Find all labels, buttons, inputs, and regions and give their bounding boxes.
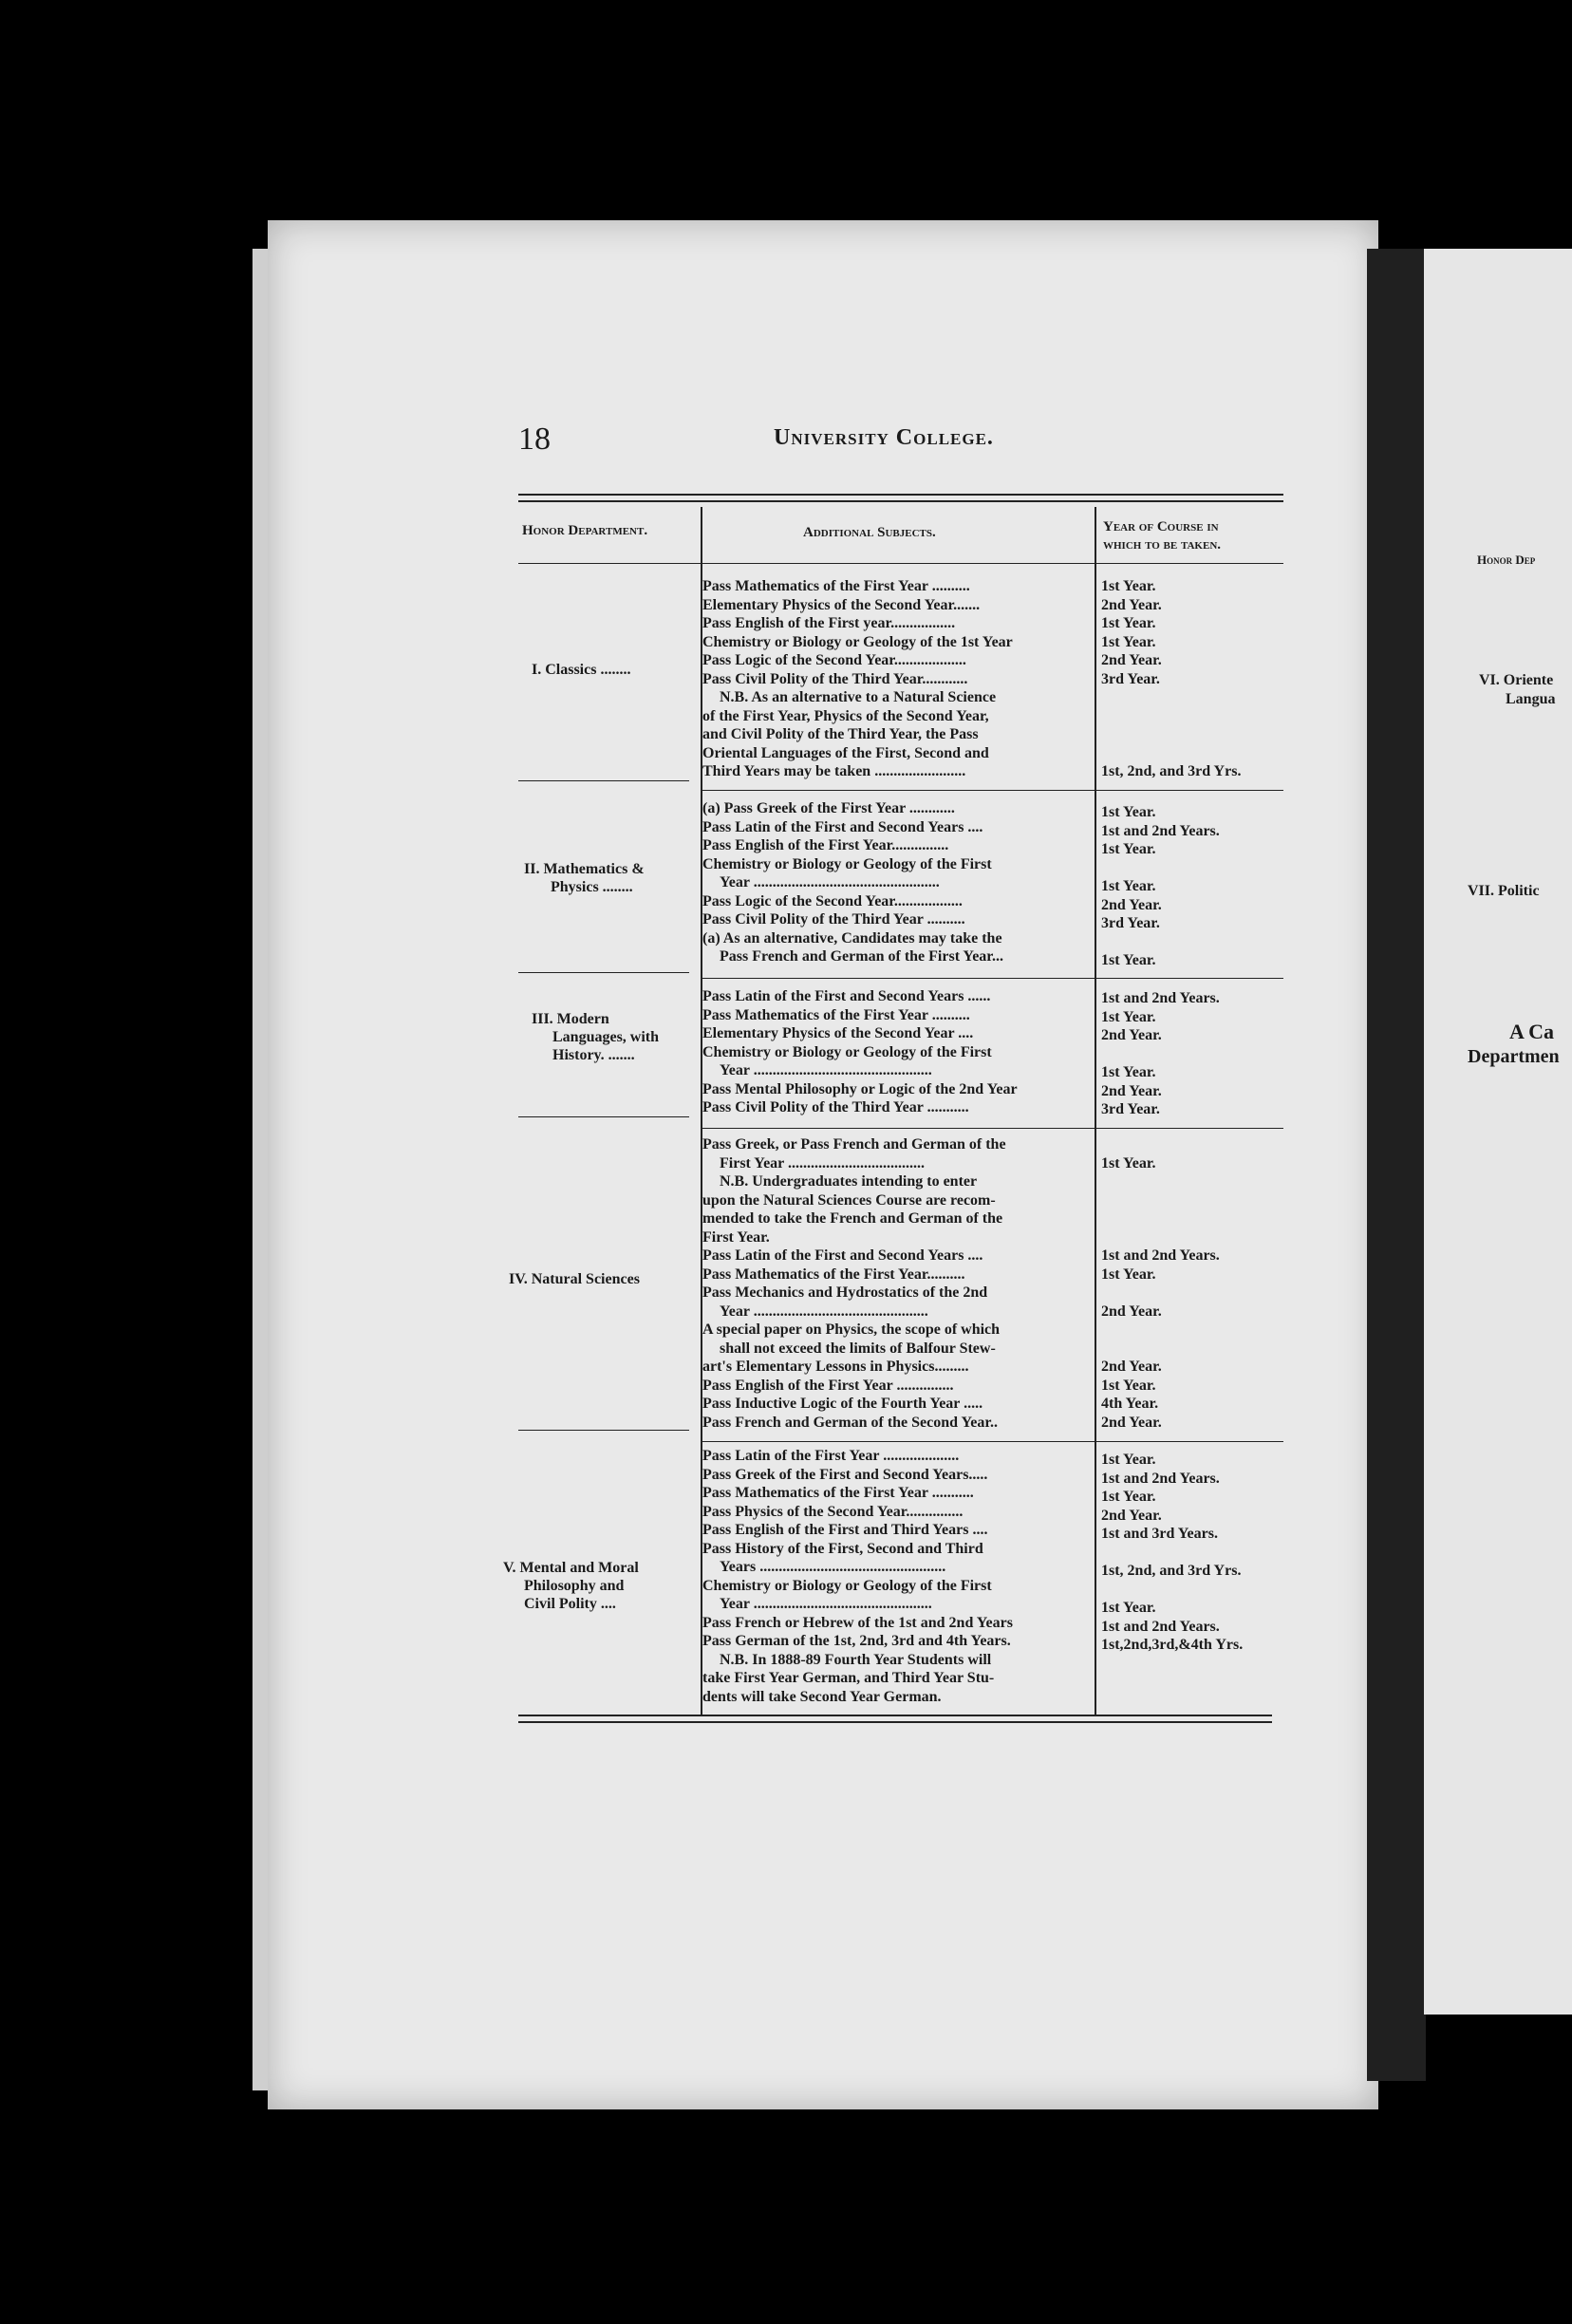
department-name	[503, 1559, 639, 1613]
subject-line: Pass English of the First and Third Years ....	[702, 1522, 988, 1538]
subject-line: Chemistry or Biology or Geology of the First	[702, 855, 992, 872]
year-line: 2nd Year.	[1101, 1359, 1162, 1375]
subject-line: upon the Natural Sciences Course are recom-	[702, 1191, 996, 1209]
page-number: 18	[518, 422, 551, 457]
subject-line: Chemistry or Biology or Geology of the First	[702, 1043, 992, 1060]
year-line: 2nd Year.	[1101, 1414, 1162, 1431]
year-line: 2nd Year.	[1101, 1303, 1162, 1320]
right-page-header: Honor Dep	[1477, 553, 1536, 567]
subject-line: A special paper on Physics, the scope of which	[702, 1321, 1001, 1338]
department-line: III. Modern	[532, 1011, 609, 1027]
section-divider	[518, 1116, 689, 1117]
subject-line: Year ...............................................	[720, 1062, 932, 1078]
year-line: 2nd Year.	[1101, 1507, 1162, 1524]
subject-line: art's Elementary Lessons in Physics.........	[702, 1359, 969, 1375]
year-line: 1st, 2nd, and 3rd Yrs.	[1101, 763, 1242, 779]
subject-line: Pass French and German of the First Year...	[720, 948, 1003, 965]
subject-line: (a) As an alternative, Candidates may take the	[702, 929, 1002, 946]
department-line: History. .......	[552, 1047, 635, 1063]
year-line: 1st Year.	[1101, 633, 1156, 650]
department-line: Physics ........	[551, 879, 633, 895]
year-line: 1st Year.	[1101, 1265, 1156, 1283]
year-line: 1st Year.	[1101, 1489, 1156, 1505]
year-line	[1101, 1581, 1282, 1600]
years-list	[1101, 577, 1282, 781]
year-line: 1st Year.	[1101, 578, 1156, 594]
subject-line: First Year.	[702, 1228, 770, 1246]
year-line: 1st Year.	[1101, 615, 1156, 631]
year-line: 1st and 2nd Years.	[1101, 990, 1220, 1006]
year-line	[1101, 1209, 1282, 1228]
department-line: Civil Polity ....	[524, 1596, 616, 1612]
subject-line: Pass Latin of the First and Second Years ....	[702, 818, 983, 835]
year-line: 4th Year.	[1101, 1396, 1159, 1412]
right-page-heading: A Ca	[1509, 1020, 1555, 1043]
year-line: 1st Year.	[1101, 1452, 1156, 1468]
year-line	[1101, 1321, 1282, 1340]
department-line: II. Mathematics &	[524, 861, 645, 877]
subjects-list	[702, 577, 1094, 781]
department-name	[532, 1010, 659, 1064]
section-divider	[518, 780, 689, 781]
year-line: 2nd Year.	[1101, 1082, 1162, 1099]
header-rule	[518, 563, 1283, 564]
year-line: 1st and 2nd Years.	[1101, 1470, 1220, 1487]
subject-line: Pass Mechanics and Hydrostatics of the 2nd	[702, 1284, 988, 1301]
year-line	[1101, 1172, 1282, 1191]
column-header-year: which to be taken.	[1103, 537, 1222, 553]
year-line	[1101, 744, 1282, 763]
subject-line: Pass Mathematics of the First Year ..........	[702, 578, 970, 594]
years-list	[1101, 1135, 1282, 1432]
subject-line: Year ..............................................	[720, 1303, 928, 1320]
subject-line: Pass Latin of the First Year ....................	[702, 1448, 960, 1464]
department-line: Languages, with	[552, 1029, 660, 1045]
subject-line: take First Year German, and Third Year Stu-	[702, 1670, 995, 1686]
subject-line: Pass Mental Philosophy or Logic of the 2nd Year	[702, 1080, 1018, 1097]
year-line: 1st Year.	[1101, 804, 1156, 820]
subject-line: Pass Logic of the Second Year...................	[702, 652, 966, 668]
subject-line: Pass Physics of the Second Year...............	[702, 1503, 964, 1520]
subject-line: Pass French or Hebrew of the 1st and 2nd Years	[702, 1614, 1013, 1631]
subjects-list	[702, 987, 1094, 1117]
subject-line: Oriental Languages of the First, Second and	[702, 744, 989, 761]
year-line	[1101, 1284, 1282, 1303]
table-bottom-rule	[518, 1721, 1272, 1723]
subject-line: and Civil Polity of the Third Year, the Pass	[702, 726, 979, 742]
right-page-item: VI. Oriente	[1479, 672, 1554, 688]
subject-line: Year .................................................	[720, 874, 940, 890]
subject-line: Pass French and German of the Second Year..	[702, 1414, 998, 1431]
subject-line: Pass Inductive Logic of the Fourth Year .....	[702, 1396, 983, 1412]
table-bottom-rule	[518, 1715, 1272, 1716]
year-line	[1101, 707, 1282, 726]
year-line: 1st Year.	[1101, 1008, 1156, 1025]
subject-line: N.B. Undergraduates intending to enter	[720, 1173, 978, 1190]
subject-line: Elementary Physics of the Second Year ....	[702, 1025, 974, 1041]
year-line: 1st Year.	[1101, 952, 1156, 968]
subject-line: Pass Civil Polity of the Third Year............	[702, 670, 968, 687]
right-page-item: VII. Politic	[1468, 883, 1540, 899]
year-line: 2nd Year.	[1101, 652, 1162, 668]
year-line: 1st and 2nd Years.	[1101, 1247, 1220, 1264]
subject-line: Pass German of the 1st, 2nd, 3rd and 4th Years.	[702, 1633, 1011, 1649]
section-divider	[702, 1128, 1283, 1129]
subject-line: N.B. In 1888-89 Fourth Year Students will	[720, 1651, 992, 1668]
column-divider	[1095, 507, 1096, 1715]
subject-line: Pass English of the First Year ...............	[702, 1377, 954, 1394]
year-line	[1101, 1673, 1282, 1692]
year-line	[1101, 688, 1282, 707]
section-divider	[518, 1430, 689, 1431]
department-line: IV. Natural Sciences	[509, 1271, 640, 1287]
year-line	[1101, 859, 1282, 878]
right-page-heading: Departmen	[1468, 1046, 1560, 1067]
subject-line: (a) Pass Greek of the First Year ............	[702, 800, 955, 816]
year-line	[1101, 1340, 1282, 1359]
year-line	[1101, 1692, 1282, 1711]
department-line: Philosophy and	[524, 1578, 625, 1594]
subject-line: shall not exceed the limits of Balfour Stew-	[720, 1340, 996, 1357]
year-line: 1st Year.	[1101, 878, 1156, 894]
right-page-item: Langua	[1506, 691, 1556, 707]
year-line: 2nd Year.	[1101, 596, 1162, 613]
year-line: 2nd Year.	[1101, 896, 1162, 913]
section-divider	[518, 972, 689, 973]
section-divider	[702, 790, 1283, 791]
year-line: 1st Year.	[1101, 1154, 1156, 1171]
subject-line: N.B. As an alternative to a Natural Science	[720, 689, 997, 705]
subject-line: Pass English of the First Year...............	[702, 837, 949, 853]
year-line: 1st Year.	[1101, 1064, 1156, 1080]
year-line	[1101, 1655, 1282, 1674]
year-line: 1st Year.	[1101, 1377, 1156, 1394]
subject-line: First Year ....................................	[720, 1154, 925, 1171]
subject-line: Elementary Physics of the Second Year.......	[702, 596, 981, 613]
subjects-list	[702, 799, 1094, 966]
section-divider	[702, 978, 1283, 979]
subject-line: dents will take Second Year German.	[702, 1688, 942, 1705]
section-divider	[702, 1441, 1283, 1442]
subject-line: Years .................................................	[720, 1559, 946, 1575]
department-name	[509, 1270, 640, 1288]
years-list	[1101, 803, 1282, 970]
department-name	[532, 661, 630, 679]
subject-line: Pass History of the First, Second and Third	[702, 1540, 983, 1557]
subject-line: Pass English of the First year.................	[702, 615, 956, 631]
subject-line: Chemistry or Biology or Geology of the 1st Year	[702, 633, 1013, 650]
year-line: 1st and 2nd Years.	[1101, 1618, 1220, 1635]
year-line: 3rd Year.	[1101, 670, 1160, 687]
department-line: V. Mental and Moral	[503, 1560, 639, 1576]
year-line: 1st, 2nd, and 3rd Yrs.	[1101, 1563, 1242, 1579]
subject-line: Pass Greek, or Pass French and German of the	[702, 1136, 1006, 1153]
subject-line: Pass Latin of the First and Second Years ....	[702, 1247, 983, 1264]
subject-line: mended to take the French and German of the	[702, 1210, 1003, 1227]
table-top-rule	[518, 500, 1283, 502]
book-gutter	[1367, 249, 1426, 2081]
year-line: 1st Year.	[1101, 841, 1156, 857]
year-line	[1101, 1228, 1282, 1247]
year-line: 3rd Year.	[1101, 1101, 1160, 1117]
subject-line: of the First Year, Physics of the Second Year,	[702, 707, 989, 724]
subject-line: Pass Civil Polity of the Third Year ..........	[702, 911, 965, 928]
page-title: University College.	[774, 425, 994, 450]
year-line	[1101, 933, 1282, 952]
subject-line: Pass Mathematics of the First Year..........	[702, 1265, 965, 1283]
years-list	[1101, 1451, 1282, 1710]
table-top-rule	[518, 494, 1283, 496]
year-line: 1st,2nd,3rd,&4th Yrs.	[1101, 1637, 1244, 1653]
subject-line: Pass Civil Polity of the Third Year ...........	[702, 1099, 969, 1115]
subject-line: Pass Logic of the Second Year..................	[702, 892, 963, 909]
subject-line: Pass Mathematics of the First Year ...........	[702, 1485, 974, 1501]
year-line	[1101, 1544, 1282, 1563]
subject-line: Year ...............................................	[720, 1596, 932, 1612]
year-line	[1101, 1135, 1282, 1154]
column-header-subjects: Additional Subjects.	[803, 525, 936, 540]
subject-line: Pass Greek of the First and Second Years.....	[702, 1466, 988, 1483]
year-line: 2nd Year.	[1101, 1027, 1162, 1043]
department-line: I. Classics ........	[532, 662, 631, 678]
year-line	[1101, 1191, 1282, 1210]
right-page	[1424, 249, 1572, 2015]
department-name	[524, 860, 645, 896]
year-line: 1st and 3rd Years.	[1101, 1526, 1218, 1542]
year-line	[1101, 725, 1282, 744]
subjects-list	[702, 1135, 1094, 1432]
subject-line: Third Years may be taken ........................	[702, 763, 966, 779]
year-line: 1st and 2nd Years.	[1101, 822, 1220, 839]
subject-line: Pass Latin of the First and Second Years ......	[702, 988, 991, 1004]
year-line: 1st Year.	[1101, 1600, 1156, 1616]
years-list	[1101, 989, 1282, 1119]
subject-line: Pass Mathematics of the First Year ..........	[702, 1006, 970, 1023]
subjects-list	[702, 1447, 1094, 1706]
year-line: 3rd Year.	[1101, 915, 1160, 931]
column-header-year: Year of Course in	[1103, 519, 1219, 534]
column-header-department: Honor Department.	[522, 523, 648, 538]
year-line	[1101, 1045, 1282, 1064]
subject-line: Chemistry or Biology or Geology of the First	[702, 1577, 992, 1594]
